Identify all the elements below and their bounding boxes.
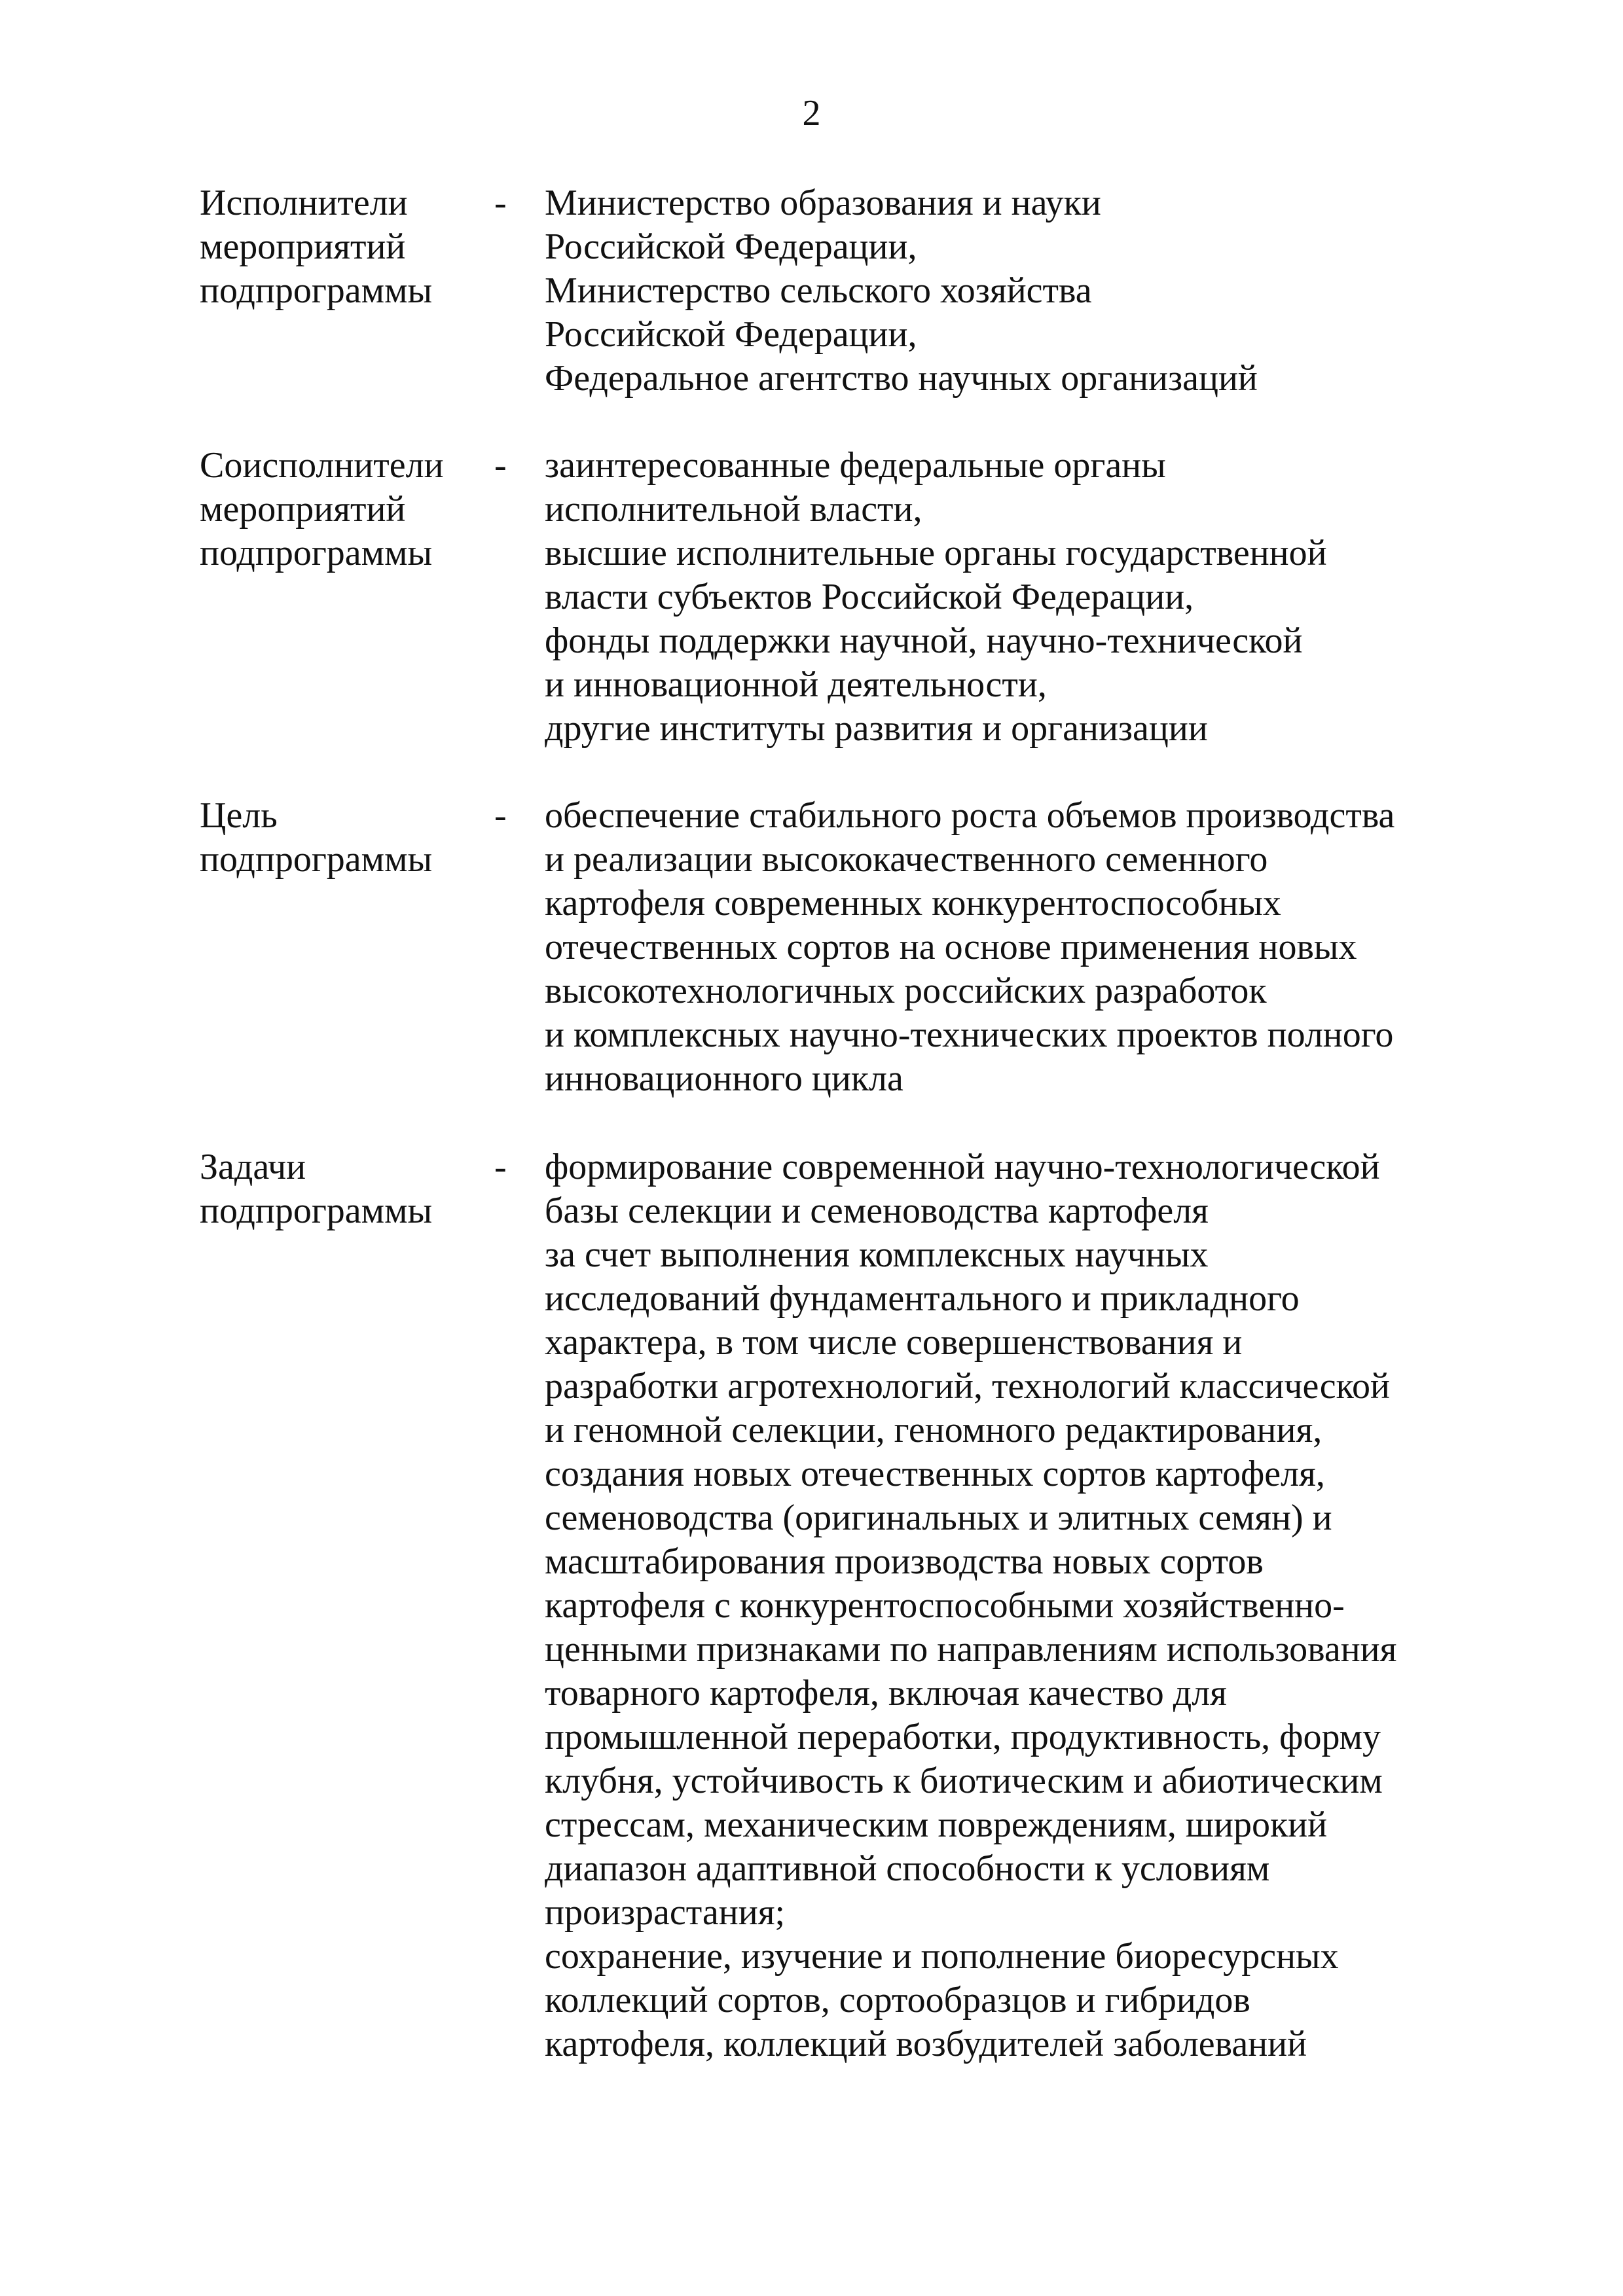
label-line: Исполнители [200, 183, 408, 223]
content-line: и инновационной деятельности, [545, 664, 1047, 705]
content-line: масштабирования производства новых сортов [545, 1541, 1264, 1582]
content-line: и комплексных научно-технических проектов полного [545, 1014, 1394, 1055]
section-dash: - [494, 445, 507, 486]
content-line: товарного картофеля, включая качество для [545, 1673, 1227, 1713]
section-label [200, 444, 494, 575]
content-line: инновационного цикла [545, 1058, 903, 1099]
content-line: высшие исполнительные органы государственной [545, 533, 1327, 573]
content-line: отечественных сортов на основе применения новых [545, 927, 1357, 967]
content-line: Министерство сельского хозяйства [545, 270, 1092, 311]
content-line: произрастания; [545, 1892, 786, 1933]
content-line: семеноводства (оригинальных и элитных семян) и [545, 1498, 1332, 1538]
content-line: ценными признаками по направлениям использования [545, 1629, 1397, 1670]
content-line: характера, в том числе совершенствования и [545, 1322, 1243, 1363]
label-line: мероприятий [200, 489, 406, 529]
content-line: картофеля современных конкурентоспособных [545, 883, 1281, 924]
section-goal [200, 794, 1476, 1101]
content-line: другие институты развития и организации [545, 708, 1208, 749]
section-dash: - [494, 1147, 507, 1187]
label-line: подпрограммы [200, 1191, 433, 1231]
content-line: картофеля, коллекций возбудителей заболеваний [545, 2024, 1307, 2064]
label-line: мероприятий [200, 226, 406, 267]
content-line: власти субъектов Российской Федерации, [545, 577, 1194, 617]
content-line: базы селекции и семеноводства картофеля [545, 1191, 1209, 1231]
content-line: Российской Федерации, [545, 226, 917, 267]
label-line: подпрограммы [200, 270, 433, 311]
content-line: заинтересованные федеральные органы [545, 445, 1166, 486]
content-line: Министерство образования и науки [545, 183, 1101, 223]
content-line: картофеля с конкурентоспособными хозяйственно- [545, 1585, 1345, 1626]
content-line: фонды поддержки научной, научно-технической [545, 620, 1303, 661]
section-tasks [200, 1145, 1476, 2066]
content-line: сохранение, изучение и пополнение биоресурсных [545, 1936, 1339, 1977]
content-line: промышленной переработки, продуктивность, форму [545, 1717, 1381, 1757]
content-line: высокотехнологичных российских разработок [545, 971, 1267, 1011]
section-content [545, 444, 1476, 751]
section-dash: - [494, 183, 507, 223]
content-line: диапазон адаптивной способности к условиям [545, 1848, 1270, 1889]
content-line: исследований фундаментального и прикладного [545, 1278, 1300, 1319]
content-line: и геномной селекции, геномного редактирования, [545, 1410, 1322, 1450]
label-line: Соисполнители [200, 445, 444, 486]
content-line: и реализации высококачественного семенного [545, 839, 1268, 880]
content-line: за счет выполнения комплексных научных [545, 1234, 1209, 1275]
page-number: 2 [802, 93, 821, 134]
content-line: формирование современной научно-технологической [545, 1147, 1380, 1187]
section-executors [200, 181, 1476, 401]
section-label [200, 794, 494, 882]
content-line: коллекций сортов, сортообразцов и гибридов [545, 1980, 1250, 2020]
content-line: создания новых отечественных сортов картофеля, [545, 1454, 1325, 1494]
section-label [200, 1145, 494, 1233]
section-content [545, 794, 1476, 1101]
section-coexecutors [200, 444, 1476, 751]
section-label [200, 181, 494, 313]
section-content [545, 181, 1476, 401]
section-dash: - [494, 795, 507, 836]
label-line: подпрограммы [200, 533, 433, 573]
content-line: клубня, устойчивость к биотическим и абиотическим [545, 1761, 1383, 1801]
content-line: исполнительной власти, [545, 489, 922, 529]
content-line: Федеральное агентство научных организаций [545, 358, 1258, 399]
content-line: стрессам, механическим повреждениям, широкий [545, 1804, 1328, 1845]
content-line: обеспечение стабильного роста объемов производства [545, 795, 1395, 836]
label-line: Задачи [200, 1147, 306, 1187]
content-line: разработки агротехнологий, технологий классической [545, 1366, 1390, 1407]
section-content [545, 1145, 1476, 2066]
label-line: подпрограммы [200, 839, 433, 880]
content-line: Российской Федерации, [545, 314, 917, 355]
label-line: Цель [200, 795, 278, 836]
